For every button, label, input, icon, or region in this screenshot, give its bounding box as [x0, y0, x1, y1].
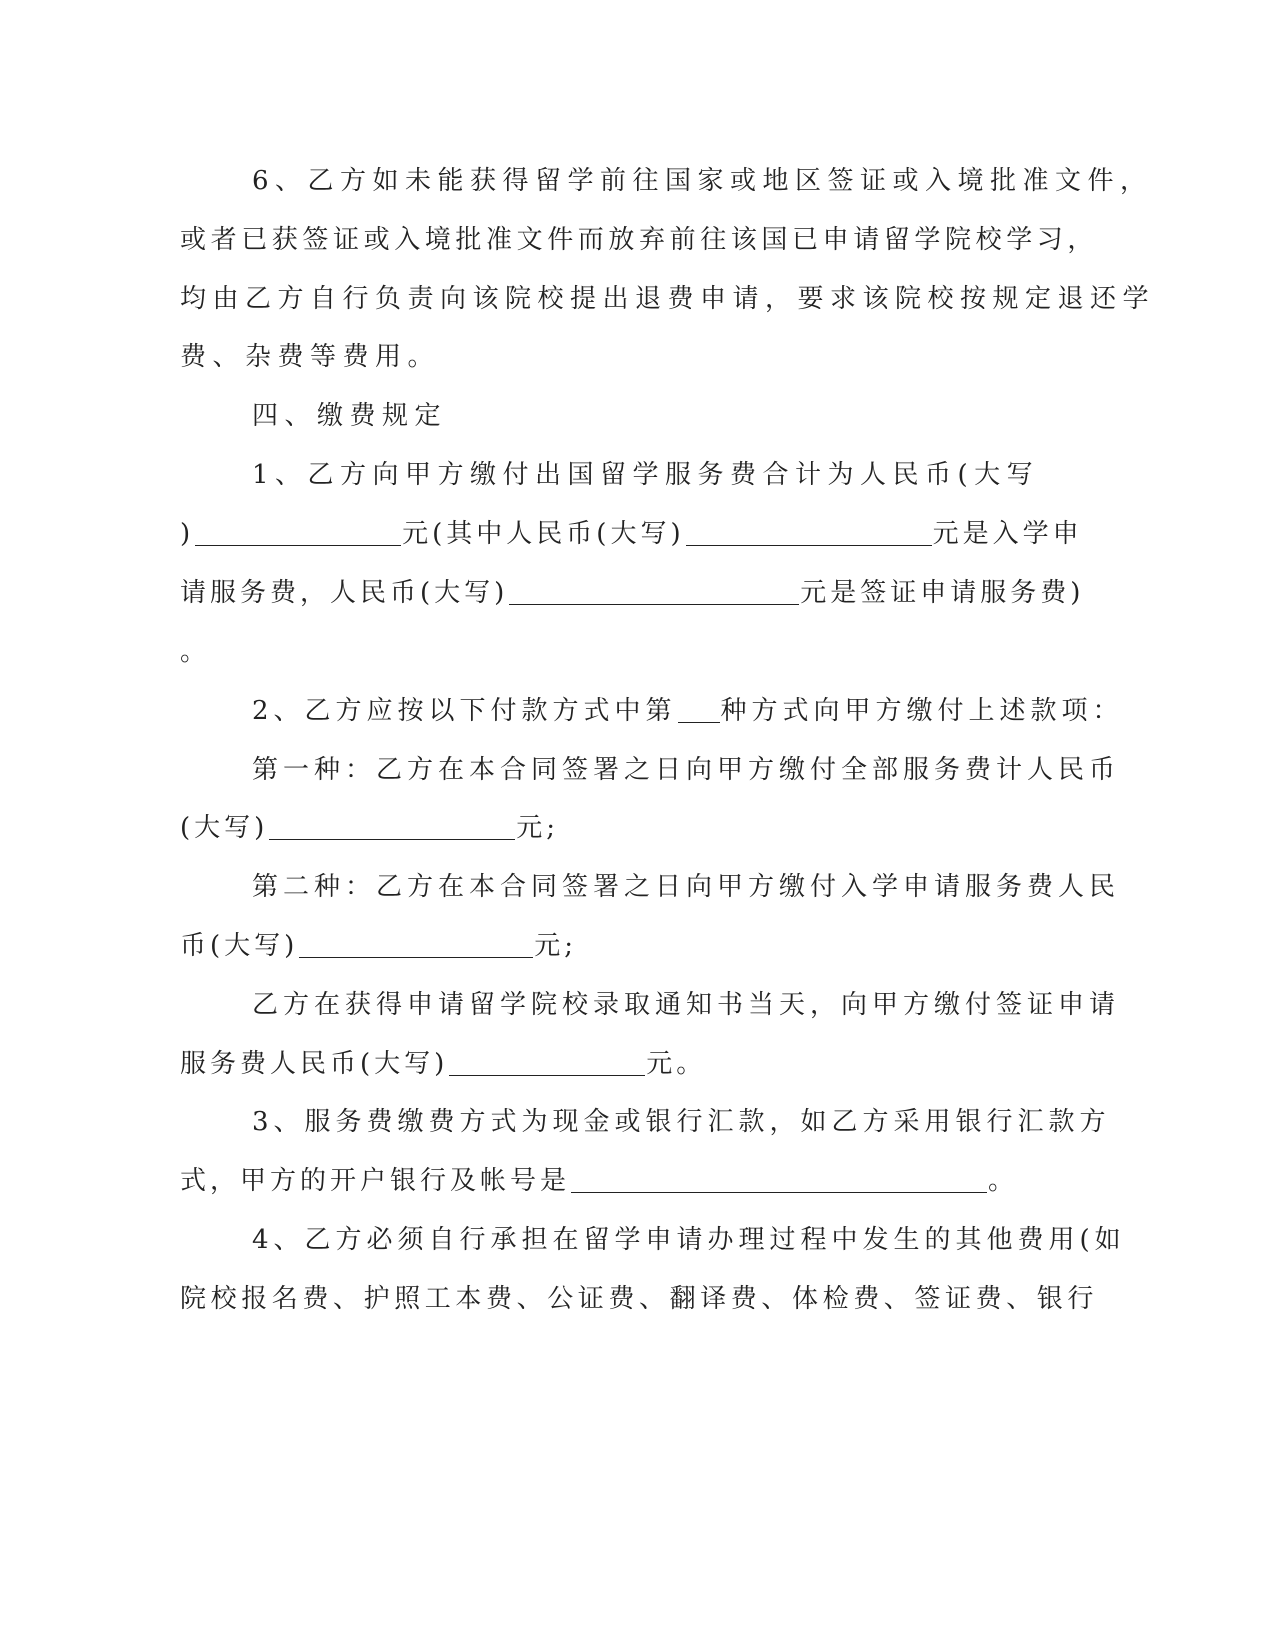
option-2-line-4 [180, 1044, 1060, 1084]
text-fragment: 2、乙方应按以下付款方式中第 [252, 696, 677, 726]
text-fragment: 元; [534, 931, 578, 961]
text-fragment: 元; [516, 813, 560, 843]
clause-1-line-3 [180, 573, 1085, 613]
clause-6-line-4: 费、杂费等费用。 [180, 342, 441, 372]
clause-6-line-3: 均由乙方自行负责向该院校提出退费申请，要求该院校按规定退还学 [180, 284, 1156, 314]
text-fragment: 元(其中人民币(大写) [402, 519, 685, 549]
text-fragment: 币(大写) [180, 931, 299, 961]
section-heading-payment: 四、缴费规定 [252, 401, 448, 431]
blank-field-bank-account[interactable] [571, 1164, 987, 1193]
clause-2-line-1 [252, 691, 1124, 731]
text-fragment: 式，甲方的开户银行及帐号是 [180, 1166, 571, 1196]
text-fragment: 服务费人民币(大写) [180, 1049, 449, 1079]
blank-field-total[interactable] [195, 517, 401, 546]
blank-field-payment-option[interactable] [678, 694, 720, 723]
text-fragment: ) [180, 519, 195, 549]
clause-3-line-2 [180, 1161, 1060, 1201]
text-fragment: (大写) [180, 813, 269, 843]
text-fragment: 元。 [646, 1049, 707, 1079]
blank-field-admission-fee[interactable] [686, 517, 932, 546]
option-1-line-2 [180, 808, 1060, 848]
text-fragment: 种方式向甲方缴付上述款项： [720, 696, 1124, 726]
option-2-line-2 [180, 926, 1060, 966]
blank-field-visa-amount[interactable] [449, 1047, 645, 1076]
text-fragment: 元是签证申请服务费) [800, 578, 1085, 608]
text-fragment: 请服务费，人民币(大写) [180, 578, 509, 608]
option-2-line-1: 第二种：乙方在本合同签署之日向甲方缴付入学申请服务费人民 [252, 872, 1121, 902]
clause-4-line-2: 院校报名费、护照工本费、公证费、翻译费、体检费、签证费、银行 [180, 1284, 1099, 1314]
clause-6-line-2: 或者已获签证或入境批准文件而放弃前往该国已申请留学院校学习， [180, 225, 1099, 255]
clause-1-line-2 [180, 514, 1083, 554]
option-1-line-1: 第一种：乙方在本合同签署之日向甲方缴付全部服务费计人民币 [252, 755, 1121, 785]
clause-6-line-1: 6、乙方如未能获得留学前往国家或地区签证或入境批准文件， [252, 166, 1153, 196]
blank-field-visa-fee[interactable] [509, 576, 799, 605]
clause-1-line-4: 。 [180, 637, 213, 667]
text-fragment: 元是入学申 [932, 519, 1083, 549]
blank-field-full-amount[interactable] [269, 811, 515, 840]
option-2-line-3: 乙方在获得申请留学院校录取通知书当天，向甲方缴付签证申请 [252, 990, 1121, 1020]
clause-1-line-1: 1、乙方向甲方缴付出国留学服务费合计为人民币(大写 [252, 460, 1040, 490]
clause-4-line-1: 4、乙方必须自行承担在留学申请办理过程中发生的其他费用(如 [252, 1225, 1126, 1255]
clause-3-line-1: 3、服务费缴费方式为现金或银行汇款，如乙方采用银行汇款方 [252, 1107, 1111, 1137]
blank-field-admission-amount[interactable] [299, 929, 533, 958]
text-fragment: 。 [988, 1166, 1019, 1196]
